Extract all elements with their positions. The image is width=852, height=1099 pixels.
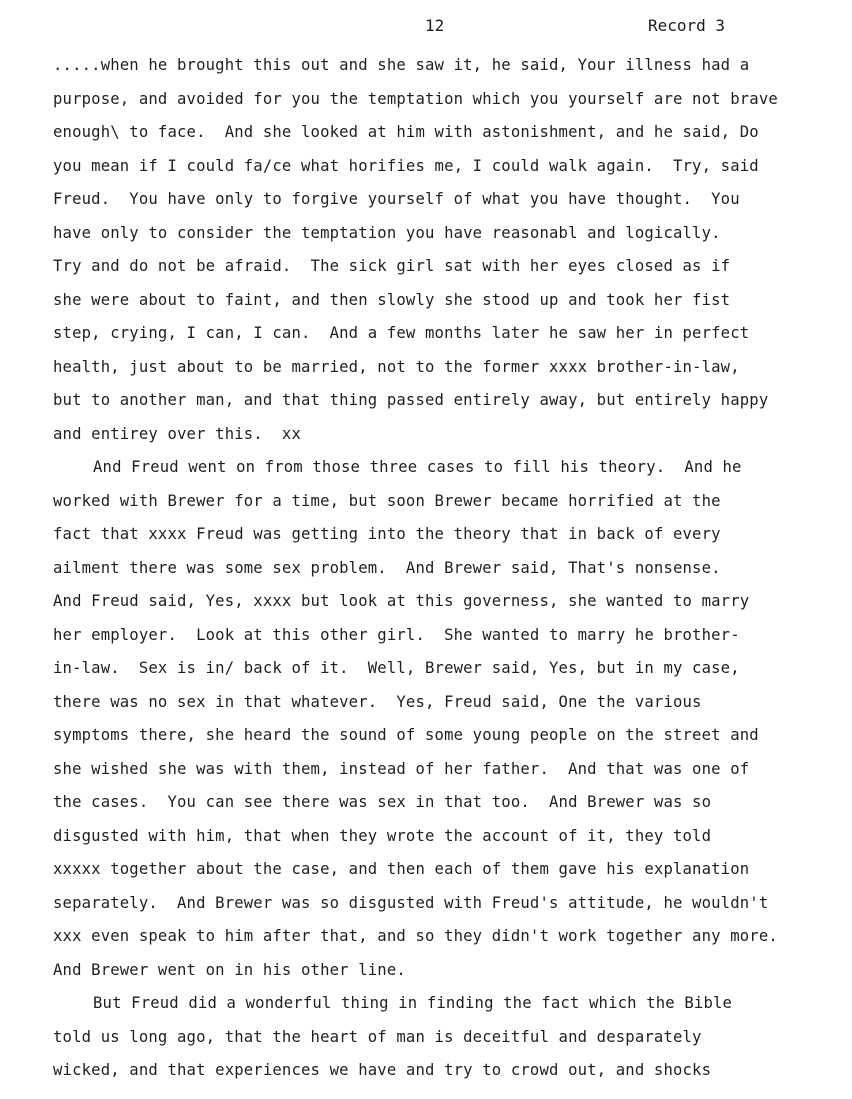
text-line: Try and do not be afraid. The sick girl sat with her eyes closed as if [53, 257, 731, 275]
text-line: step, crying, I can, I can. And a few months later he saw her in perfect [53, 324, 750, 342]
text-line: but to another man, and that thing passed entirely away, but entirely happy [53, 391, 769, 409]
text-line: purpose, and avoided for you the temptation which you yourself are not brave [53, 89, 778, 108]
text-line: you mean if I could fa/ce what horifies me, I could walk again. Try, said [53, 156, 759, 175]
text-line: fact that xxxx Freud was getting into the theory that in back of every [53, 525, 721, 543]
text-line: xxx even speak to him after that, and so they didn't work together any more. [53, 927, 778, 945]
text-line: ailment there was some sex problem. And Brewer said, That's nonsense. [53, 558, 721, 577]
text-line: there was no sex in that whatever. Yes, Freud said, One the various [53, 692, 702, 711]
text-line: enough\ to face. And she looked at him with astonishment, and he said, Do [53, 123, 759, 141]
paragraph-start-line: And Freud went on from those three cases to fill his theory. And he [93, 458, 742, 476]
text-line: separately. And Brewer was so disgusted with Freud's attitude, he wouldn't [53, 893, 769, 912]
text-line: .....when he brought this out and she saw it, he said, Your illness had a [53, 56, 750, 74]
text-line: her employer. Look at this other girl. She wanted to marry he brother- [53, 625, 740, 644]
text-line: wicked, and that experiences we have and try to crowd out, and shocks [53, 1061, 712, 1079]
text-line: and entirey over this. xx [53, 424, 301, 443]
typed-body-text [53, 49, 843, 1088]
text-line: she were about to faint, and then slowly she stood up and took her fist [53, 290, 731, 309]
paragraph-start-line: But Freud did a wonderful thing in finding the fact which the Bible [93, 994, 733, 1012]
text-line: And Freud said, Yes, xxxx but look at this governess, she wanted to marry [53, 592, 750, 610]
text-line: And Brewer went on in his other line. [53, 960, 406, 979]
text-line: in-law. Sex is in/ back of it. Well, Brewer said, Yes, but in my case, [53, 659, 740, 677]
text-line: she wished she was with them, instead of her father. And that was one of [53, 759, 750, 778]
text-line: the cases. You can see there was sex in that too. And Brewer was so [53, 793, 712, 811]
page-number: 12 [425, 16, 445, 35]
text-line: disgusted with him, that when they wrote the account of it, they told [53, 826, 712, 845]
text-line: health, just about to be married, not to the former xxxx brother-in-law, [53, 357, 740, 376]
text-line: worked with Brewer for a time, but soon Brewer became horrified at the [53, 491, 721, 510]
text-line: xxxxx together about the case, and then each of them gave his explanation [53, 860, 750, 878]
text-line: Freud. You have only to forgive yourself of what you have thought. You [53, 190, 740, 208]
text-line: told us long ago, that the heart of man is deceitful and desparately [53, 1027, 702, 1046]
text-line: have only to consider the temptation you have reasonabl and logically. [53, 223, 721, 242]
text-line: symptoms there, she heard the sound of some young people on the street and [53, 726, 759, 744]
record-label: Record 3 [648, 16, 726, 35]
